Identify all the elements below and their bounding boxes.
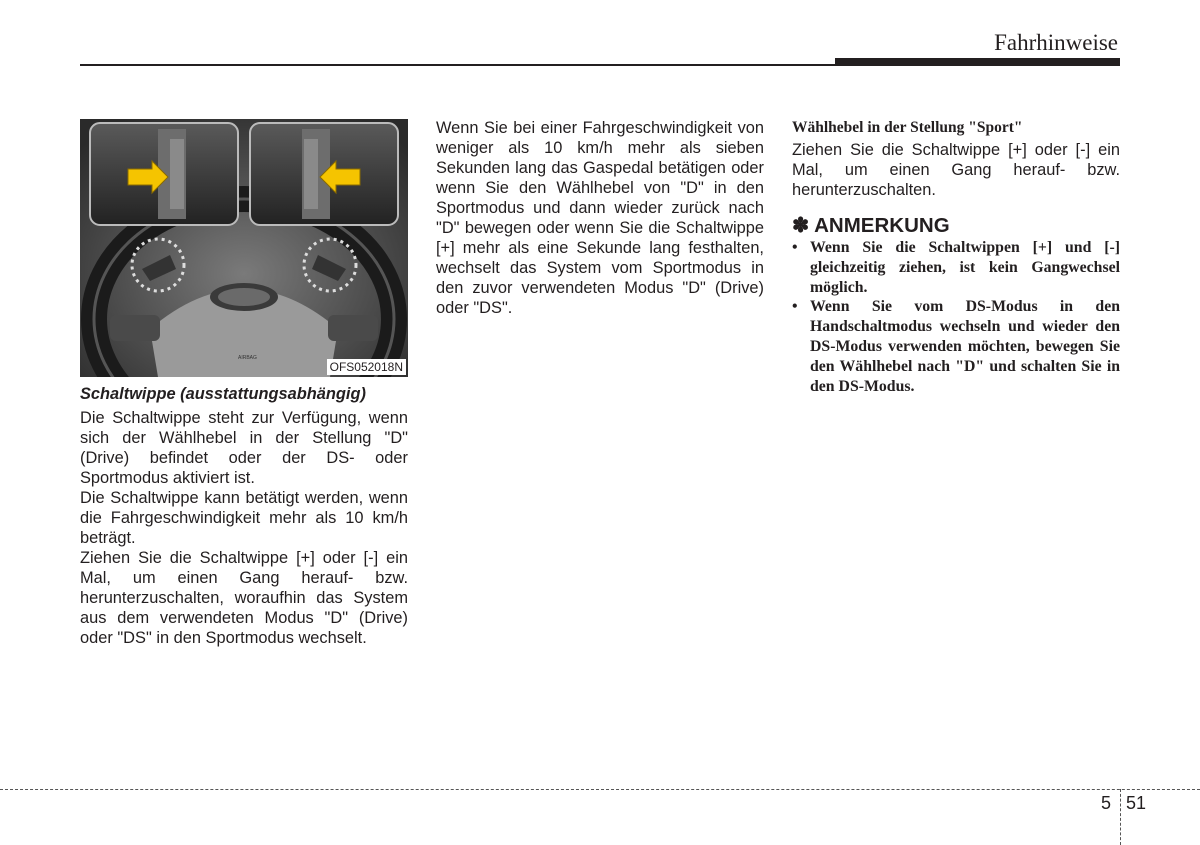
steering-wheel-figure [80, 119, 408, 377]
steering-wheel-illustration [80, 119, 408, 377]
sport-heading: Wählhebel in der Stellung "Sport" [792, 119, 1023, 136]
bullet-icon: • [792, 298, 798, 316]
paragraph: Die Schaltwippe steht zur Verfügung, wenn sich der Wählhebel in der Stellung "D" (Drive) befindet oder der DS- oder Sportmodus aktiviert ist. [80, 409, 408, 487]
footer-rule [0, 789, 1200, 790]
paragraph: Wenn Sie bei einer Fahrgeschwindigkeit von weniger als 10 km/h mehr als sieben Sekunden lang das Gaspedal betätigen oder wenn Sie den Wählhebel von "D" in den Sportmodus und dann wieder zurück nach "D" bewegen oder wenn Sie die Schaltwippe [+] mehr als eine Sekunde lang festhalten, wechselt das System vom Sportmodus in den zuvor verwendeten Modus "D" (Drive) oder "DS". [436, 119, 764, 317]
section-title: Fahrhinweise [994, 30, 1118, 55]
header-bar [835, 58, 1120, 66]
header-rule [80, 64, 836, 66]
paragraph: Ziehen Sie die Schaltwippe [+] oder [-] ein Mal, um einen Gang herauf- bzw. herunterzuschalten, woraufhin das System aus dem verwendeten Modus "D" (Drive) oder "DS" in den Sportmodus wechselt. [80, 549, 408, 647]
paragraph: Ziehen Sie die Schaltwippe [+] oder [-] ein Mal, um einen Gang herauf- bzw. herunterzuschalten. [792, 141, 1120, 199]
note-item: • Wenn Sie die Schaltwippen [+] und [-] gleichzeitig ziehen, ist kein Gangwechsel möglich. [792, 239, 1120, 296]
svg-text:AIRBAG: AIRBAG [238, 355, 257, 361]
footer-divider [1120, 789, 1121, 845]
column-left [80, 384, 408, 648]
chapter-number: 5 [1101, 793, 1112, 813]
figure-code: OFS052018N [327, 359, 406, 375]
paragraph: Die Schaltwippe kann betätigt werden, wenn die Fahrgeschwindigkeit mehr als 10 km/h beträgt. [80, 489, 408, 547]
column-middle [436, 118, 764, 318]
note-heading: ✽ ANMERKUNG [792, 214, 950, 237]
note-list [792, 238, 1120, 396]
page-number: 51 [1126, 793, 1147, 813]
figure-caption: Schaltwippe (ausstattungsabhängig) [80, 385, 366, 403]
note-item: • Wenn Sie vom DS-Modus in den Handschaltmodus wechseln und wieder den DS-Modus verwenden möchten, bewegen Sie den Wählhebel nach "D" und schalten Sie in den DS-Modus. [792, 298, 1120, 395]
column-right [792, 118, 1120, 396]
bullet-icon: • [792, 239, 798, 256]
